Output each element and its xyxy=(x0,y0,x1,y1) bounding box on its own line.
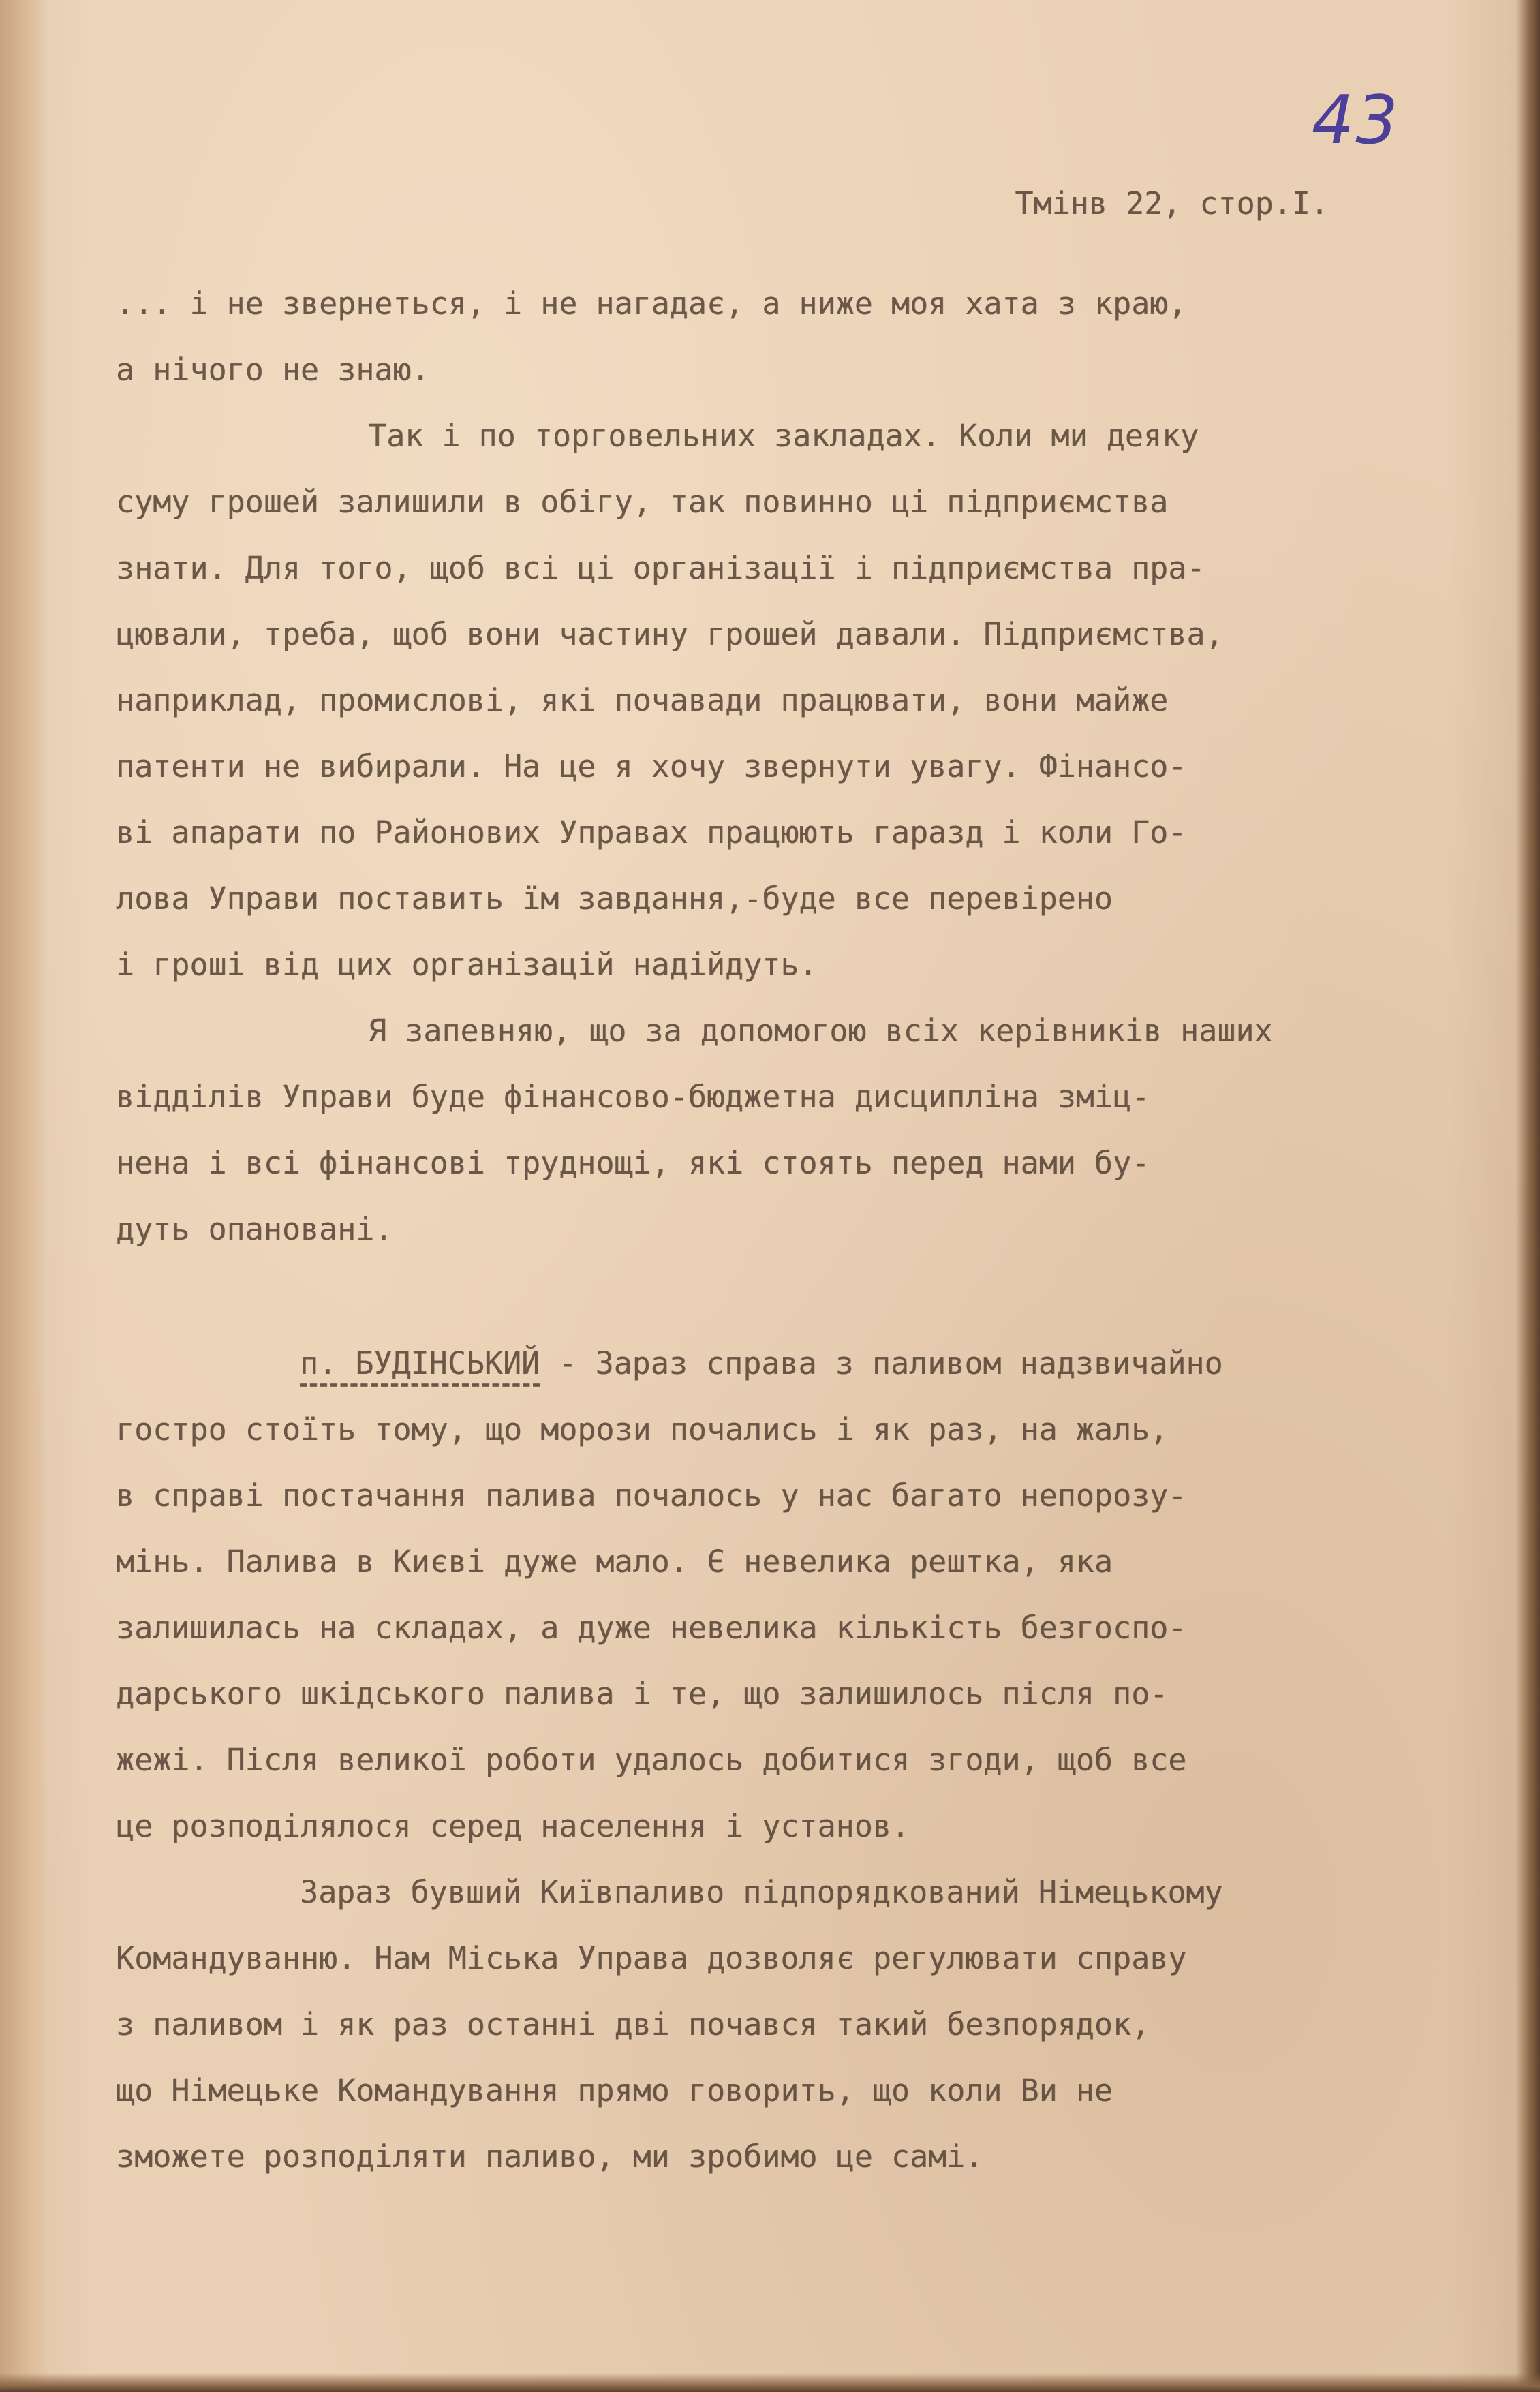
text-line: ві апарати по Районових Управах працюють гаразд і коли Го- xyxy=(116,814,1187,850)
text-line: Так і по торговельних закладах. Коли ми деяку xyxy=(368,418,1199,454)
spacer xyxy=(116,236,1451,271)
text-line: жежі. Після великої роботи удалось добитися згоди, щоб все xyxy=(116,1742,1187,1778)
text-line: дуть опановані. xyxy=(116,1211,393,1247)
text-line: це розподілялося серед населення і установ. xyxy=(116,1808,910,1844)
text-line: відділів Управи буде фінансово-бюджетна дисципліна зміц- xyxy=(116,1079,1150,1115)
text-line: знати. Для того, щоб всі ці організації і підприємства пра- xyxy=(116,550,1205,586)
text-line: що Німецьке Командування прямо говорить, що коли Ви не xyxy=(116,2072,1113,2109)
text-line: мінь. Палива в Києві дуже мало. Є невелика рештка, яка xyxy=(116,1544,1113,1580)
text-line: лова Управи поставить їм завдання,-буде все перевірено xyxy=(116,880,1113,917)
spacer xyxy=(116,1262,1451,1330)
text-line: гостро стоїть тому, що морози почались і як раз, на жаль, xyxy=(116,1411,1169,1447)
text-line: цювали, треба, щоб вони частину грошей давали. Підприємства, xyxy=(116,616,1224,652)
page-bottom-edge xyxy=(0,2373,1540,2392)
page-header: Тмінв 22, стор.І. xyxy=(1015,185,1329,221)
text-line: в справі постачання палива почалось у нас багато непорозу- xyxy=(116,1477,1187,1514)
text-line: дарського шкідського палива і те, що залишилось після по- xyxy=(116,1676,1169,1712)
typewritten-text xyxy=(116,170,1451,2190)
folio-number: 43 xyxy=(1312,82,1400,159)
text-line: Зараз бувший Київпаливо підпорядкований Німецькому xyxy=(300,1874,1223,1910)
text-line: Я запевняю, що за допомогою всіх керівників наших xyxy=(368,1013,1273,1049)
binding-shadow xyxy=(0,0,48,2392)
text-line: суму грошей залишили в обігу, так повинно ці підприємства xyxy=(116,484,1169,520)
text-line: з паливом і як раз останні дві почався такий безпорядок, xyxy=(116,2006,1150,2042)
text-line: зможете розподіляти паливо, ми зробимо це самі. xyxy=(116,2138,984,2175)
text-line: і гроші від цих організацій надійдуть. xyxy=(116,947,818,983)
text-line: нена і всі фінансові труднощі, які стоять перед нами бу- xyxy=(116,1145,1150,1181)
speaker-line xyxy=(116,1330,1451,1396)
text-line: ... і не звернеться, і не нагадає, а ниже моя хата з краю, xyxy=(116,286,1187,322)
speaker-name: п. БУДІНСЬКИЙ xyxy=(300,1345,540,1381)
text-line: залишилась на складах, а дуже невелика кількість безгоспо- xyxy=(116,1610,1187,1646)
text-line: наприклад, промислові, які почавади працювати, вони майже xyxy=(116,682,1169,718)
text-line: а нічого не знаю. xyxy=(116,352,430,388)
page-right-edge xyxy=(1515,0,1540,2392)
text-line: Командуванню. Нам Міська Управа дозволяє регулювати справу xyxy=(116,1940,1187,1976)
text-line: патенти не вибирали. На це я хочу звернути увагу. Фінансо- xyxy=(116,748,1187,784)
speaker-statement-start: - Зараз справа з паливом надзвичайно xyxy=(540,1345,1223,1381)
